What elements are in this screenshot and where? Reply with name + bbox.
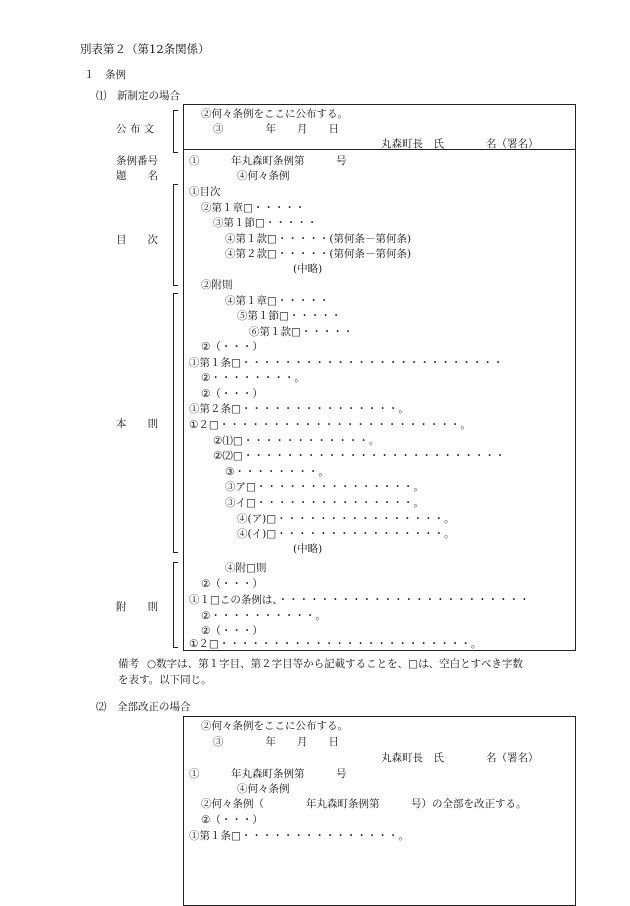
bracket-fusoku (173, 562, 178, 648)
section-heading: １ 条例 (84, 69, 126, 81)
line: 丸森町長 氏 名（署名） (381, 752, 539, 764)
line: ②・・・・・・・・・・。 (201, 610, 326, 622)
line: ③第１節□・・・・・ (213, 217, 318, 229)
line: ④何々条例 (237, 783, 290, 795)
line: ②（・・・） (201, 388, 263, 400)
line: ⑥第１款□・・・・・ (249, 326, 354, 338)
line: ④第１款□・・・・・(第何条－第何条) (225, 233, 412, 245)
label-fusoku: 附 則 (116, 601, 158, 613)
note-label: 備考 (118, 658, 139, 670)
line: ②（・・・） (201, 625, 263, 637)
line: ④(イ)□・・・・・・・・・・・・・・・・。 (237, 528, 455, 540)
label-mokuji: 目 次 (116, 234, 158, 246)
label-bangou: 条例番号 (116, 155, 158, 167)
line: ②⑵□・・・・・・・・・・・・・・・・・・・・・・・・・ (213, 450, 506, 462)
line: ②（・・・） (201, 341, 263, 353)
line: ①１□この条例は、・・・・・・・・・・・・・・・・・・・・・・・・ (189, 594, 530, 606)
line: ③ア□・・・・・・・・・・・・・・・。 (225, 481, 424, 493)
line: ③イ□・・・・・・・・・・・・・・・。 (225, 497, 424, 509)
line: ④第１章□・・・・・ (225, 295, 330, 307)
line: ④附□則 (225, 562, 267, 574)
line: ①２□・・・・・・・・・・・・・・・・・・・・・・・。 (189, 419, 471, 431)
line: ① 年丸森町条例第 号 (189, 155, 347, 167)
line: ①第１条□・・・・・・・・・・・・・・・。 (189, 830, 409, 842)
line: ④第２款□・・・・・(第何条－第何条) (225, 248, 412, 260)
line: ① 年丸森町条例第 号 (189, 768, 347, 780)
line: (中略) (293, 263, 323, 275)
line: ④(ア)□・・・・・・・・・・・・・・・・。 (237, 513, 455, 525)
line: ②何々条例をここに公布する。 (201, 720, 348, 732)
line: ①２□・・・・・・・・・・・・・・・・・・・・・・・・。 (189, 638, 482, 650)
line: ②何々条例（ 年丸森町条例第 号）の全部を改正する。 (201, 798, 527, 810)
bracket-honsoku (173, 293, 178, 553)
line: ①第１条□・・・・・・・・・・・・・・・・・・・・・・・・・ (189, 357, 504, 369)
line: ⑤第１節□・・・・・ (237, 310, 342, 322)
bracket-koufu (173, 110, 178, 153)
line: (中略) (293, 543, 323, 555)
line: ②（・・・） (201, 814, 263, 826)
line: ②⑴□・・・・・・・・・・・・。 (213, 435, 380, 447)
line: 丸森町長 氏 名（署名） (381, 138, 539, 150)
label-daimei: 題 名 (116, 170, 158, 182)
line: ③ 年 月 日 (213, 123, 339, 135)
line: ②附則 (201, 279, 233, 291)
line: ②（・・・） (201, 578, 263, 590)
line: ②第１章□・・・・・ (201, 202, 306, 214)
note-text: ○数字は、第１字目、第２字目等から記載することを、□は、空白とすべき字数 (147, 658, 523, 670)
subsection-heading-new: ⑴ 新制定の場合 (96, 90, 180, 102)
line: ④何々条例 (237, 170, 290, 182)
line: ①第２条□・・・・・・・・・・・・・・・。 (189, 403, 409, 415)
line: ③・・・・・・・・。 (225, 466, 329, 478)
subsection-heading-full-revision: ⑵ 全部改正の場合 (96, 701, 191, 713)
bracket-mokuji (173, 184, 178, 286)
line: ②何々条例をここに公布する。 (201, 108, 348, 120)
line: ②・・・・・・・・。 (201, 372, 305, 384)
line: ①目次 (189, 186, 221, 198)
line: ③ 年 月 日 (213, 736, 339, 748)
page-title: 別表第２（第12条関係） (80, 42, 210, 56)
label-honsoku: 本 則 (116, 418, 158, 430)
note-text-cont: を表す。以下同じ。 (118, 674, 212, 686)
label-koufu: 公 布 文 (116, 123, 155, 135)
